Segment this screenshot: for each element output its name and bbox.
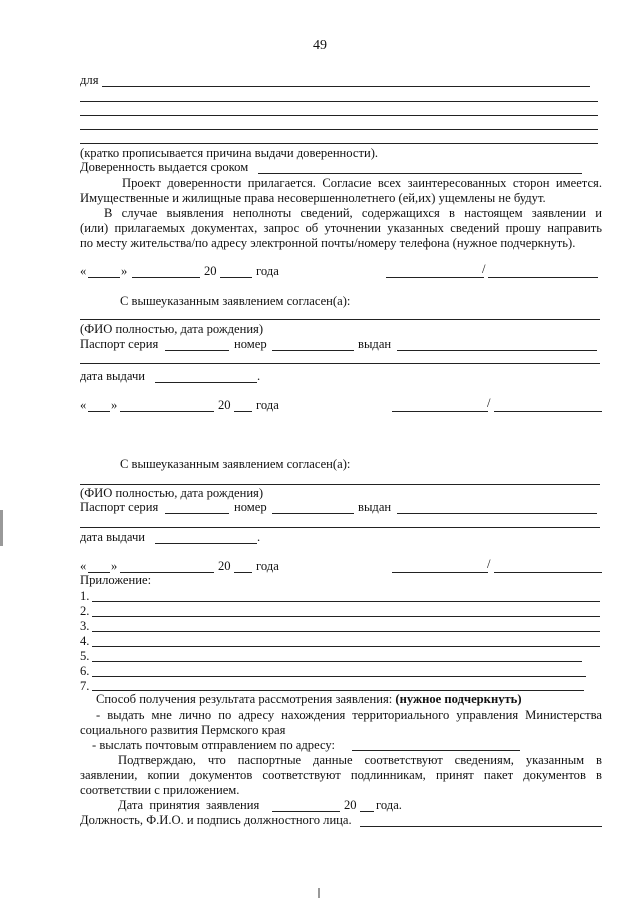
- attachment-item-field[interactable]: [92, 661, 582, 662]
- signature-3-field[interactable]: [392, 572, 488, 573]
- attachment-item-field[interactable]: [92, 631, 600, 632]
- date-2-year-word: года: [256, 398, 279, 412]
- consent-1-issued-label: выдан: [358, 337, 392, 351]
- consent-2-number-field[interactable]: [272, 513, 354, 514]
- consent-2-issue-date-field[interactable]: [155, 543, 257, 544]
- date-close-quote: »: [121, 264, 128, 278]
- date-3-close-quote: »: [111, 559, 118, 573]
- accept-year-field[interactable]: [360, 811, 374, 812]
- attachment-item-field[interactable]: [92, 676, 586, 677]
- official-signature-field[interactable]: [360, 826, 602, 827]
- attachment-item-label: 2.: [80, 604, 90, 618]
- date-year-field[interactable]: [220, 277, 252, 278]
- confirm-line-1: Подтверждаю, что паспортные данные соответствуют сведениям, указанным в: [118, 753, 602, 767]
- attachment-item-field[interactable]: [92, 601, 600, 602]
- consent-2-issued-field[interactable]: [397, 513, 597, 514]
- official-label: Должность, Ф.И.О. и подпись должностного лица.: [80, 813, 352, 827]
- date-2-month-field[interactable]: [120, 411, 214, 412]
- reason-field-line-4[interactable]: [80, 129, 598, 130]
- signature-3-slash: /: [487, 557, 491, 571]
- consent-2-issued-field-line-2[interactable]: [80, 527, 600, 528]
- consent-2-issued-label: выдан: [358, 500, 392, 514]
- reason-hint: (кратко прописывается причина выдачи доверенности).: [80, 146, 379, 160]
- consent-2-number-label: номер: [234, 500, 267, 514]
- signature-field[interactable]: [386, 277, 484, 278]
- signature-name-field[interactable]: [488, 277, 598, 278]
- consent-1-fio-hint: (ФИО полностью, дата рождения): [80, 322, 264, 336]
- reason-field-line-3[interactable]: [80, 115, 598, 116]
- result-method-label: Способ получения результата рассмотрения заявления:: [96, 692, 393, 706]
- paragraph-2-line-3: по месту жительства/по адресу электронной почты/номеру телефона (нужное подчеркнуть).: [80, 236, 576, 250]
- term-field-line[interactable]: [258, 173, 582, 174]
- result-option-1-line-1[interactable]: - выдать мне лично по адресу нахождения территориального управления Министерства: [96, 708, 602, 722]
- consent-1-issued-field-line-2[interactable]: [80, 363, 600, 364]
- date-3-open-quote: «: [80, 559, 87, 573]
- consent-1-number-label: номер: [234, 337, 267, 351]
- paragraph-1-line-2: Имущественные и жилищные права несовершеннолетнего (ей,их) ущемлены не будут.: [80, 191, 546, 205]
- paragraph-1-line-1: Проект доверенности прилагается. Согласие всех заинтересованных сторон имеется.: [122, 176, 602, 190]
- accept-century: 20: [344, 798, 357, 812]
- confirm-line-3: соответствии с приложением.: [80, 783, 240, 797]
- reason-field-line-1[interactable]: [102, 86, 590, 87]
- signature-2-name-field[interactable]: [494, 411, 602, 412]
- consent-2-fio-field[interactable]: [80, 484, 600, 485]
- page-number: 49: [313, 38, 327, 53]
- result-method-hint: (нужное подчеркнуть): [395, 692, 522, 706]
- signature-slash: /: [482, 262, 486, 276]
- attachment-item-label: 4.: [80, 634, 90, 648]
- scan-edge-mark: [0, 510, 3, 546]
- date-2-day-field[interactable]: [88, 411, 110, 412]
- attachments-title: Приложение:: [80, 573, 152, 587]
- consent-1-passport-series-label: Паспорт серия: [80, 337, 159, 351]
- consent-1-title: С вышеуказанным заявлением согласен(а):: [120, 294, 351, 308]
- result-option-2[interactable]: - выслать почтовым отправлением по адресу:: [92, 738, 336, 752]
- consent-1-issue-date-end: .: [257, 369, 261, 383]
- attachment-item-label: 7.: [80, 679, 90, 693]
- date-year-word: года: [256, 264, 279, 278]
- date-2-close-quote: »: [111, 398, 118, 412]
- signature-2-field[interactable]: [392, 411, 488, 412]
- date-century: 20: [204, 264, 217, 278]
- accept-date-label: Дата принятия заявления: [118, 798, 260, 812]
- attachment-item-field[interactable]: [92, 690, 584, 691]
- result-method-text: [96, 692, 522, 707]
- date-2-year-field[interactable]: [234, 411, 252, 412]
- consent-2-series-field[interactable]: [165, 513, 229, 514]
- signature-2-slash: /: [487, 396, 491, 410]
- attachment-item-field[interactable]: [92, 616, 600, 617]
- accept-date-field[interactable]: [272, 811, 340, 812]
- signature-3-name-field[interactable]: [494, 572, 602, 573]
- confirm-line-2: заявлении, копии документов соответствуют подлинникам, принят пакет документов в: [80, 768, 602, 782]
- consent-1-number-field[interactable]: [272, 350, 354, 351]
- date-month-field[interactable]: [132, 277, 200, 278]
- date-2-century: 20: [218, 398, 231, 412]
- date-3-century: 20: [218, 559, 231, 573]
- date-3-year-word: года: [256, 559, 279, 573]
- consent-1-issue-date-field[interactable]: [155, 382, 257, 383]
- paragraph-2-line-2: (или) прилагаемых документах, запрос об уточнении указанных сведений прошу направить: [80, 221, 602, 235]
- date-day-field[interactable]: [88, 277, 120, 278]
- consent-2-fio-hint: (ФИО полностью, дата рождения): [80, 486, 264, 500]
- reason-field-line-2[interactable]: [80, 101, 598, 102]
- attachment-item-field[interactable]: [92, 646, 600, 647]
- date-3-year-field[interactable]: [234, 572, 252, 573]
- consent-1-fio-field[interactable]: [80, 319, 600, 320]
- consent-1-issued-field[interactable]: [397, 350, 597, 351]
- result-option-1-line-2[interactable]: социального развития Пермского края: [80, 723, 286, 737]
- date-open-quote: «: [80, 264, 87, 278]
- scan-edge-mark: [318, 888, 320, 898]
- postal-address-field[interactable]: [352, 750, 520, 751]
- for-label: для: [80, 73, 99, 87]
- consent-2-passport-series-label: Паспорт серия: [80, 500, 159, 514]
- consent-2-issue-date-end: .: [257, 530, 261, 544]
- attachment-item-label: 6.: [80, 664, 90, 678]
- reason-field-line-5[interactable]: [80, 143, 598, 144]
- term-label: Доверенность выдается сроком: [80, 160, 249, 174]
- accept-year-word: года.: [376, 798, 402, 812]
- consent-1-issue-date-label: дата выдачи: [80, 369, 146, 383]
- consent-2-issue-date-label: дата выдачи: [80, 530, 146, 544]
- attachment-item-label: 5.: [80, 649, 90, 663]
- consent-2-title: С вышеуказанным заявлением согласен(а):: [120, 457, 351, 471]
- attachment-item-label: 1.: [80, 589, 90, 603]
- consent-1-series-field[interactable]: [165, 350, 229, 351]
- attachment-item-label: 3.: [80, 619, 90, 633]
- date-2-open-quote: «: [80, 398, 87, 412]
- paragraph-2-line-1: В случае выявления неполноты сведений, содержащихся в настоящем заявлении и: [104, 206, 602, 220]
